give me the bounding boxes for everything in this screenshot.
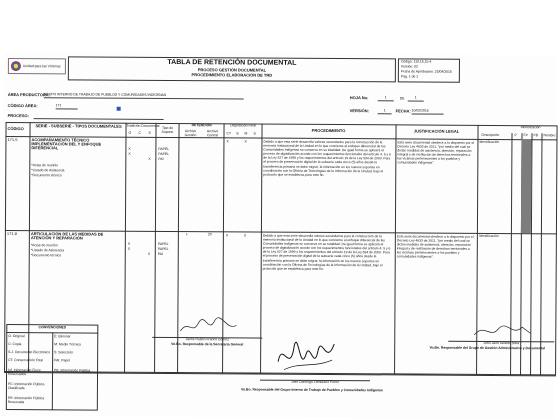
col-identificacion: Identificación <box>520 125 541 130</box>
hoja-field <box>378 95 394 101</box>
hoja-total: 1 <box>414 95 417 100</box>
meta-code: Código: 110,16,15-4 <box>400 59 432 64</box>
row2-mark: X <box>147 251 151 256</box>
row1-disp: X <box>244 139 247 144</box>
procedure-subtitle: PROCEDIMIENTO ELABORACIÓN DE TRD <box>191 72 273 78</box>
row2-tipo: *Documento técnico <box>30 253 62 258</box>
row2-soporte: PAPEL <box>157 241 169 247</box>
fecha-value: 10/02/2016 <box>411 108 429 113</box>
col-disp-e: E <box>236 131 239 136</box>
row2-central: 20 <box>207 232 212 237</box>
row1-soporte: PAI <box>158 156 164 161</box>
col-descripcion: Descripción <box>481 132 500 138</box>
col-soporte: Tipo de Soporte <box>161 125 174 134</box>
signature-1-name: Jaime Rubén Franco Gómez <box>185 337 229 342</box>
col-tradicion: Tradición Documental <box>126 123 160 128</box>
col-archivo-central: Archivo Central <box>206 129 219 137</box>
row1-mark: X <box>128 146 131 151</box>
convencion-item: Inf. Información Fines Reservados <box>8 368 41 376</box>
col-serie: SERIE - SUBSERIE - TIPOS DOCUMENTALES <box>35 123 122 129</box>
row2-tipo: *Listado de Asistencia <box>30 248 64 253</box>
signature-1 <box>178 315 238 337</box>
hoja-value: 1 <box>384 95 387 100</box>
col-disp-s: S <box>253 131 256 136</box>
convencion-item: S.J. Documento Electrónico <box>8 350 51 355</box>
row1-procedimiento: Debido a que esta serie desarrolla valores secundarios para la construcción de la memoria institucional de la Unidad en lo que concierne al enfoque diferencial de las Comunidades Indígenas se conserva en su totalidad. De igual forma se aplicará el proceso de digitalización acorde con los requerimientos funcionales del artículo 4, 5 y 6 de la Ley 527 de 1999 y los requerimientos del artículo 19 de la Ley 594 de 2000. Para el proceso de preservación digital de la subserie cada cinco (5) años desde la transferencia primaria se debe migrar, la información en los nuevos soportes en coordinación con la Oficina de Tecnologías de la Información de la Unidad, bajo el protocolo que se establezca para este fin. <box>263 139 391 177</box>
col-disposicion: Disposición Final <box>230 123 256 128</box>
codigo-label: CÓDIGO ÁREA: <box>7 103 38 109</box>
area-label: ÁREA PRODUCTORA: <box>7 92 50 98</box>
col-codigo: CÓDIGO <box>7 126 24 132</box>
row1-justificacion: Esta serie documental obedece a lo dispuesto por el Decreto Ley 4633 de 2011, "por medio del cual se dictan medidas de asistencia, atención, reparación integral y de restitución de derechos territoriales a las víctimas pertenecientes a los pueblos y comunidades indígenas". <box>397 140 475 166</box>
document-title: TABLA DE RETENCIÓN DOCUMENTAL <box>167 58 297 67</box>
row1-mark: X <box>128 151 131 156</box>
row2-soporte: PAPEL <box>157 246 169 252</box>
seal-icon <box>11 61 21 71</box>
row2-mark: X <box>127 241 131 246</box>
fecha-field <box>412 108 444 114</box>
unidad-victimas-logo <box>8 58 66 74</box>
signature-2-role: Vo.Bo. Responsable del Grupo Interno de Trabajo de Pueblos y Comunidades Indígenas <box>241 387 383 393</box>
row2-disp: X <box>243 233 247 238</box>
row1-mark: X <box>148 156 151 161</box>
col-justificacion: JUSTIFICACIÓN LEGAL <box>413 128 460 134</box>
col-fp: FP <box>523 133 528 138</box>
row2-serie: ARTICULACIÓN DE LAS MEDIDAS DE ATENCIÓN Y REPARACIÓN <box>30 231 104 241</box>
logo-text: Unidad para las Víctimas <box>22 64 61 69</box>
row2-procedimiento: Debido a que esta serie desarrolla valores secundarios para la construcción de la memoria institucional de la Unidad en lo que concierne al enfoque diferencial de las Comunidades Indígenas se conserva en su totalidad. De igual forma se aplicará el proceso de digitalización acorde con los requerimientos funcionales del artículo 4, 5 y 6 de la Ley 527 de 1999 y los requerimientos del artículo 19 de la Ley 594 de 2000. Para el proceso de preservación digital de la subserie cada cinco (5) años desde la transferencia primaria se debe migrar, la información en los nuevos soportes en coordinación con la Oficina de Tecnologías de la Información de la Unidad, bajo el protocolo que se establezca para este fin. <box>262 233 391 271</box>
scanned-document <box>2 52 556 419</box>
signature-3-name: John Jairo Giraldo Silva <box>483 340 520 346</box>
codigo-field <box>56 103 78 109</box>
meta-date: Fecha de Aprobación: 25/04/2016 <box>400 69 452 74</box>
row2-code: 171.9 <box>6 231 17 237</box>
convencion-item: PB: Información Pública <box>54 368 91 373</box>
row1-tipo: *Listado de Asistencia <box>31 168 65 173</box>
row2-soporte: PAI <box>157 251 164 256</box>
row1-code: 171.5 <box>7 137 18 143</box>
convencion-item: C: Copia <box>8 342 22 347</box>
col-disp-ct: CT <box>226 131 232 136</box>
codigo-value: 171 <box>55 103 62 108</box>
row2-disp: X <box>225 233 229 238</box>
area-value: GRUPO INTERNO DE TRABAJO DE PUEBLOS Y COMUNIDADES INDÍGENAS <box>43 92 167 97</box>
meta-page: Pág. 1 de 1 <box>400 74 419 79</box>
version-field <box>378 108 392 114</box>
row2-justificacion: Esta serie documental obedece a lo dispuesto por el Decreto Ley 4633 de 2011, "por medio del cual se dictan medidas de asistencia, atención, reparación integral y de restitución de derechos territoriales a las víctimas pertenecientes a los pueblos y comunidades indígenas". <box>396 234 474 260</box>
col-archivo-gestion: Archivo Gestión <box>184 129 197 137</box>
shaded-cell <box>521 139 532 233</box>
row1-descripcion: Identificación <box>479 139 500 145</box>
row2-tipo: *Actas de reunión <box>30 243 58 248</box>
selection-marker <box>117 107 121 111</box>
signature-3-role: Vo.Bo. Responsable del Grupo de Gestión Administrativa y Documental <box>429 345 545 351</box>
row1-tipo: *Documento técnico <box>31 173 62 178</box>
col-pb: PB <box>533 133 539 138</box>
col-retencion: RETENCIÓN <box>191 123 212 128</box>
row1-tipo: *Actas de reunión <box>31 163 59 168</box>
convencion-item: M: Medio Técnico <box>54 342 81 347</box>
row1-soporte: PAPEL <box>158 151 170 157</box>
col-nombre: Nombre <box>543 133 556 138</box>
version-value: 1 <box>383 108 386 113</box>
col-tradicion-s: S <box>148 130 151 135</box>
col-disp-m: M <box>244 131 248 136</box>
meta-version: Versión: 02 <box>400 64 418 69</box>
row2-gestion: 1 <box>185 233 188 237</box>
convencion-item: PC: Información Pública Clasificada <box>7 382 45 390</box>
row2-mark: X <box>127 246 131 251</box>
hoja-de-label: DE <box>399 96 405 101</box>
area-field <box>44 92 244 99</box>
proceso-field <box>34 113 164 120</box>
signature-1-role: Vo.Bo. Responsable de la Secretaría General <box>171 342 244 347</box>
row1-soporte: PAPEL <box>158 146 170 152</box>
convencion-item: S: Selección <box>54 350 74 355</box>
convencion-item: E: Eliminar <box>54 334 71 339</box>
hoja-total-field <box>408 95 424 101</box>
proceso-label: PROCESO: <box>7 113 29 119</box>
version-label: VERSIÓN: <box>349 108 370 114</box>
signature-2 <box>274 332 338 380</box>
col-tradicion-c: C <box>138 130 141 135</box>
col-procedimiento: PROCEDIMIENTO <box>311 127 346 134</box>
fecha-label: FECHA: <box>395 108 411 114</box>
convencion-item: CT: Conservación Total <box>8 358 43 363</box>
convencion-item: PAI: Papel <box>54 358 70 363</box>
convenciones-title: CONVENCIONES <box>38 325 67 330</box>
row1-disp: X <box>226 139 229 144</box>
signature-3 <box>472 321 532 341</box>
row1-serie: ACOMPAÑAMIENTO TÉCNICO IMPLEMENTACIÓN DEL Y ENFOQUE DIFERENCIAL <box>31 137 102 151</box>
row2-descripcion: Identificación <box>478 233 499 239</box>
process-subtitle: PROCESO GESTIÓN DOCUMENTAL <box>197 67 267 73</box>
col-p: P <box>514 133 517 138</box>
signature-2-name: José Domingo Zambrano Pérez <box>291 379 339 385</box>
convencion-item: PR: Información Pública Reservada <box>7 396 45 404</box>
hoja-label: HOJA No: <box>349 95 369 101</box>
col-tradicion-o: O <box>128 130 132 135</box>
convencion-item: O: Original <box>8 334 25 339</box>
